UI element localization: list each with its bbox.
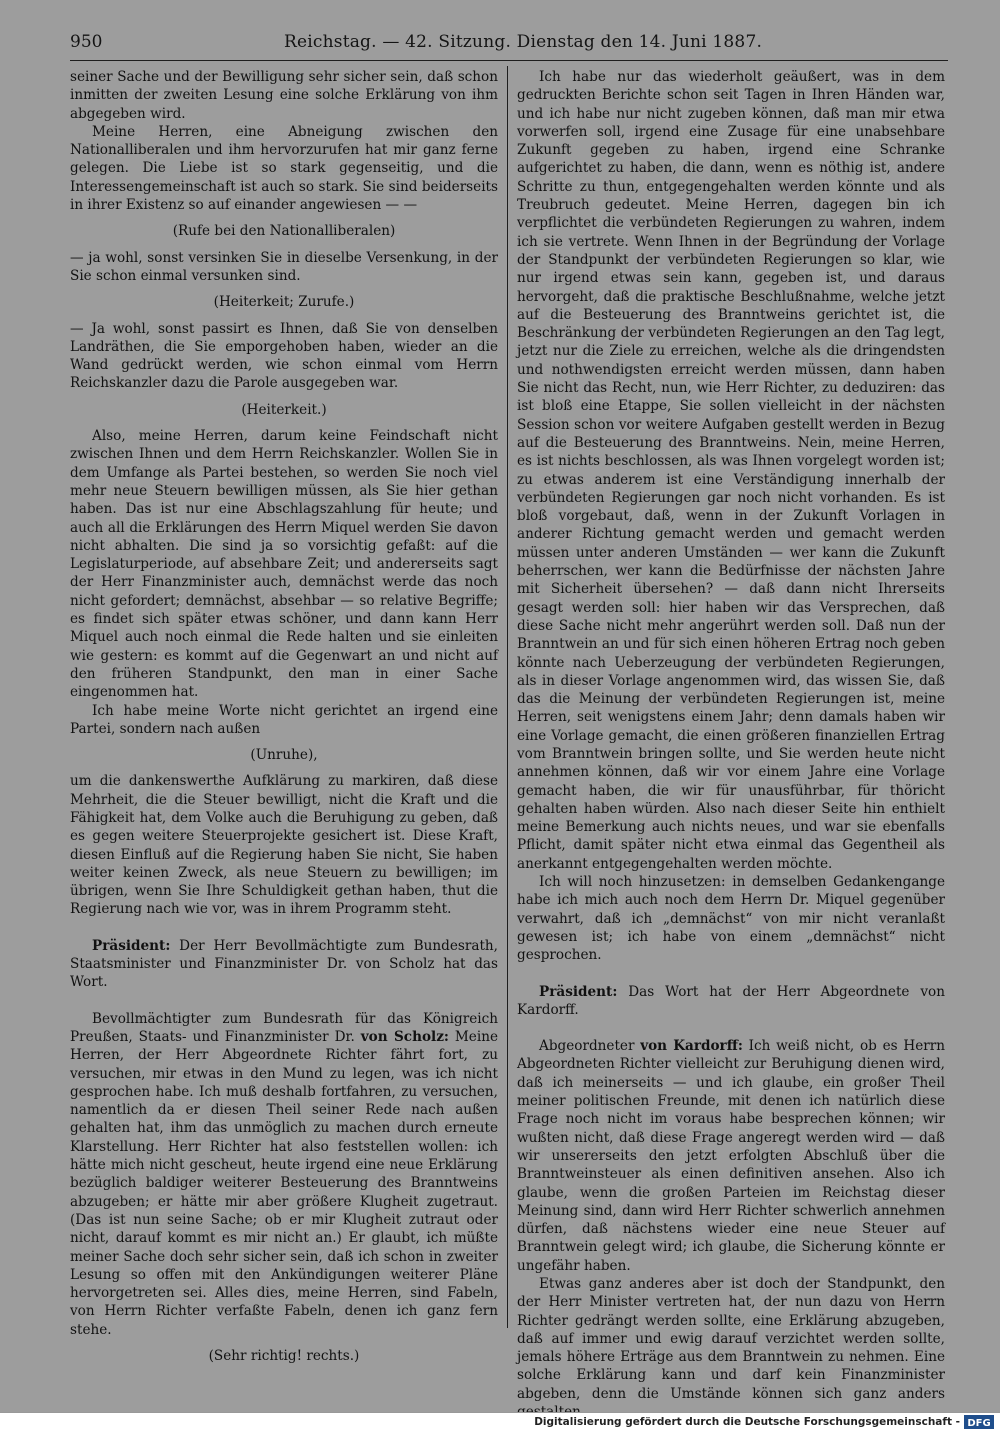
dfg-logo [964, 1415, 994, 1429]
paragraph-text: (Rufe bei den Nationalliberalen) [172, 223, 396, 240]
paragraph-text: — Ja wohl, sonst passirt es Ihnen, daß Sie von denselben Landräthen, die Sie emporgehoben haben, wieder an die Wand gedrückt werden, wie schon einmal vom Herrn Reichskanzler dazu die Parole ausgegeben war. [70, 320, 498, 392]
speaker-name: Präsident: [539, 983, 618, 1000]
paragraph-text: seiner Sache und der Bewilligung sehr sicher sein, daß schon inmitten der zweiten Lesung eine solche Erklärung von ihm abgegeben wird. [70, 69, 498, 122]
paragraph-text: (Unruhe), [250, 747, 318, 764]
paragraph-text: Ich habe meine Worte nicht gerichtet an irgend eine Partei, sondern nach außen [70, 702, 498, 737]
speaker-name: von Scholz: [360, 1028, 449, 1045]
paragraph-text: Das Wort hat der Herr Abgeordnete von Kardorff. [517, 983, 945, 1018]
paragraph-text: um die dankenswerthe Aufklärung zu markiren, daß diese Mehrheit, die die Steuer bewilligt, nicht die Kraft und die Fähigkeit hat, dem Volke auch die Beruhigung zu geben, daß es gegen weitere Steuerprojekte gesichert ist. Diese Kraft, diesen Einfluß auf die Regierung haben Sie nicht, Sie haben weiter keinen Zweck, als neue Steuern zu bewilligen; im übrigen, wenn Sie Ihre Schuldigkeit gethan haben, thut die Regierung nach wie vor, was in ihrem Programm steht. [70, 773, 498, 918]
paragraph [70, 427, 498, 701]
paragraph-text: Meine Herren, eine Abneigung zwischen den Nationalliberalen und ihm hervorzurufen hat mir ganz ferne gelegen. Die Liebe ist so stark gegenseitig, und die Interessengemeinschaft ist auch so stark. Sie sind beiderseits in ihrer Existenz so auf einander angewiesen — — [70, 123, 498, 214]
paragraph-text: Der Herr Bevollmächtigte zum Bundesrath, Staatsminister und Finanzminister Dr. von Scholz hat das Wort. [70, 937, 498, 991]
paragraph [517, 873, 945, 964]
paragraph-text: Ich weiß nicht, ob es Herrn Abgeordneten Richter vielleicht zur Beruhigung dienen wird, daß ich meinerseits — und ich glaube, ein großer Theil meiner politischen Freunde, mit denen ich natürlich diese Frage noch nicht im voraus habe besprechen können; wir wußten nicht, daß diese Frage angeregt werden wird — daß wir unsererseits den jetzt erfolgten Abschluß über die Branntweinsteuer als einen definitiven ansehen. Also ich glaube, wenn die großen Parteien im Reichstag dieser Meinung sind, dann wird Herr Richter schwerlich annehmen dürfen, daß nächstens wieder eine neue Steuer auf Branntwein gelegt wird; ich glaube, die Sicherung könnte er ungefähr haben. [517, 1038, 945, 1274]
paragraph [70, 68, 498, 123]
paragraph-text: Ich habe nur das wiederholt geäußert, was in dem gedruckten Berichte schon seit Tagen in Ihren Händen war, und ich habe nur nicht zugeben können, daß man mir etwa vorwerfen soll, irgend eine Zusage für eine unabsehbare Zukunft gegeben zu haben, irgend eine Schranke aufgerichtet zu haben, die dann, wenn es nöthig ist, andere Schritte zu thun, entgegengehalten werden könnte und als Treubruch gedeutet. Meine Herren, dagegen bin ich verpflichtet die verbündeten Regierungen zu wahren, indem ich sie vertrete. Wenn Ihnen in der Begründung der Vorlage der Standpunkt der verbündeten Regierungen so klar, wie nur irgend etwas sein kann, gegeben ist, und daraus hervorgeht, daß die praktische Beschlußnahme, welche jetzt auf die Besteuerung des Branntweins gerichtet ist, die Beschränkung der verbündeten Regierungen an den Tag legt, jetzt nur die Ziele zu erreichen, welche als die dringendsten und nothwendigsten erreicht werden müssen, dann haben Sie nicht das Recht, nun, wie Herr Richter, zu deduziren: das ist bloß eine Etappe, Sie sollen vielleicht in der nächsten Session schon vor weitere Aufgaben gestellt werden in Bezug auf die Besteuerung des Branntweins. Nein, meine Herren, es ist nichts beschlossen, als was Ihnen vorgelegt worden ist; zu etwas anderem ist eine Verständigung innerhalb der verbündeten Regierungen gar noch nicht vorhanden. Es ist bloß vorgebaut, daß, wenn in der Zukunft Vorlagen in anderer Richtung gemacht werden und gemacht werden müssen unter anderen Umständen — wer kann die Zukunft beherrschen, wer kann die Bedürfnisse der nächsten Jahre mit Sicherheit übersehen? — daß dann nicht Ihrerseits gesagt werden soll: hier haben wir das Versprechen, daß diese Sache nicht mehr angerührt werden soll. Daß nun der Branntwein an und für sich einen höheren Ertrag noch geben könnte nach Ueberzeugung der verbündeten Regierungen, als in dieser Vorlage angenommen wird, das wissen Sie, daß das die Meinung der verbündeten Regierungen ist, meine Herren, seit wenigstens einem Jahr; denn damals haben wir eine Vorlage gemacht, die einen größeren finanziellen Ertrag vom Branntwein bringen sollte, und Sie werden heute nicht annehmen können, daß wir vor einem Jahre eine Vorlage gemacht haben, die wir für unausführbar, für thöricht gehalten haben würden. Also nach dieser Seite hin enthielt meine Bemerkung auch nichts neues, und war sie ebenfalls Pflicht, damit später nicht etwa einmal das Gegentheil als anerkannt entgegengehalten werden möchte. [517, 69, 945, 872]
page-number: 950 [70, 32, 103, 52]
paragraph-text: (Sehr richtig! rechts.) [208, 1348, 360, 1364]
stage-direction [70, 401, 498, 419]
paragraph-text: Ich will noch hinzusetzen: in demselben Gedankengange habe ich mich auch noch dem Herrn Dr. Miquel gegenüber verwahrt, daß ich „demnächst“ von mir nicht veranlaßt gewesen ist; ich habe von einem „demnächst“ nicht gesprochen. [517, 874, 945, 964]
paragraph-text: (Heiterkeit.) [241, 401, 327, 418]
paragraph-text: Meine Herren, der Herr Abgeordnete Richter fährt fort, zu versuchen, mir etwas in den Mund zu legen, was ich nicht gesprochen habe. Ich muß deshalb fortfahren, zu versuchen, namentlich da er diesen Theil seiner Rede nach außen gehalten hat, ihm das unmöglich zu machen durch erneute Klarstellung. Herr Richter hat also feststellen wollen: ich hätte mich nicht gescheut, heute irgend eine neue Erklärung bezüglich baldiger weiterer Besteuerung des Branntweins abzugeben; er hätte mir aber größere Klugheit zugetraut. (Das ist nun seine Sache; ob er mir Klugheit zutraut oder nicht, darauf kommt es mir nicht an.) Er glaubt, ich müßte meiner Sache doch sehr sicher sein, daß ich schon in zweiter Lesung so offen mit den Ankündigungen weiterer Pläne hervorgetreten sei. Alles dies, meine Herren, sind Fabeln, von Herrn Richter verfaßte Fabeln, denen ich ganz fern stehe. [70, 1028, 499, 1338]
speaker-title: Bevollmächtigter zum Bundesrath für das Königreich Preußen, Staats- und Finanzminister Dr. [70, 1010, 498, 1045]
paragraph [517, 1275, 945, 1421]
paragraph-text: Etwas ganz anderes aber ist doch der Standpunkt, den der Herr Minister vertreten hat, der nun dazu von Herrn Richter gedrängt werden sollte, eine Erklärung abzugeben, daß auf immer und ewig darauf verzichtet werden sollte, jemals höhere Erträge aus dem Branntwein zu nehmen. Eine solche Erklärung kann und darf kein Finanzminister abgeben, denn die Umstände können sich ganz anders [517, 1276, 945, 1402]
stage-direction [70, 746, 498, 764]
header-rule [70, 60, 948, 61]
paragraph [517, 983, 945, 1020]
paragraph [517, 1037, 945, 1275]
paragraph [70, 320, 498, 393]
paragraph [70, 1010, 498, 1339]
paragraph-text: — ja wohl, sonst versinken Sie in dieselbe Versenkung, in der Sie schon einmal versunken sind. [70, 249, 498, 284]
page-header [70, 32, 948, 54]
right-column [517, 68, 945, 1421]
footer-bar [0, 1412, 1000, 1433]
speaker-title: Abgeordneter [539, 1038, 641, 1055]
stage-direction [70, 222, 498, 240]
paragraph [70, 937, 498, 992]
column-divider [507, 66, 508, 1328]
footer-credit: Digitalisierung gefördert durch die Deutsche Forschungsgemeinschaft - [534, 1416, 960, 1428]
paragraph [70, 123, 498, 214]
paragraph [70, 772, 498, 918]
dfg-logo-text: DFG [967, 1418, 991, 1429]
paragraph [517, 68, 945, 873]
running-title: Reichstag. — 42. Sitzung. Dienstag den 14. Juni 1887. [284, 32, 763, 52]
paragraph [70, 702, 498, 739]
paragraph-text: (Heiterkeit; Zurufe.) [213, 294, 355, 311]
paragraph [70, 249, 498, 286]
stage-direction [70, 1347, 498, 1365]
left-column [70, 68, 498, 1365]
speaker-name: Präsident: [92, 937, 171, 954]
stage-direction [70, 293, 498, 311]
speaker-name: von Kardorff: [640, 1038, 743, 1055]
paragraph-text: Also, meine Herren, darum keine Feindschaft nicht zwischen Ihnen und dem Herrn Reichskanzler. Wollen Sie in dem Umfange als Partei bestehen, so werden Sie noch viel mehr neue Steuern bewilligen müssen, als Sie hier gethan haben. Das ist nur eine Abschlagszahlung für heute; und auch all die Erklärungen des Herrn Miquel werden Sie davon nicht abhalten. Die sind ja so vorsichtig gefaßt: auf die Legislaturperiode, auf absehbare Zeit; und andererseits sagt der Herr Finanzminister auch, demnächst werde das noch nicht gefordert; demnächst, absehbar — so relative Begriffe; es findet sich später etwas schöner, und dann kann Herr Miquel auch noch einmal die Rede halten und sie einleiten wie gestern: es kommt auf die Gegenwart an und nicht auf den früheren Standpunkt, den man in einer Sache eingenommen hat. [70, 428, 498, 701]
